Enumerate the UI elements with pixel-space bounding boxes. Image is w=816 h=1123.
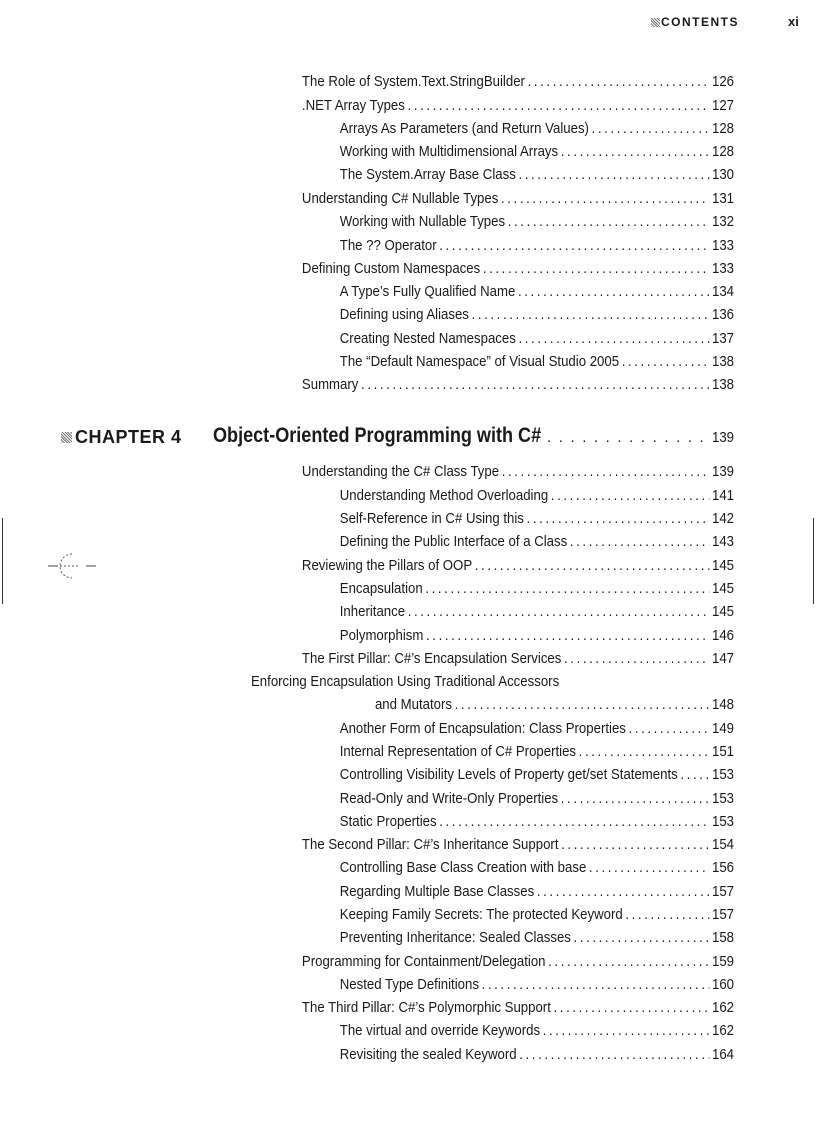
toc-entry[interactable] (302, 259, 734, 279)
toc-entry[interactable] (340, 486, 734, 506)
toc-entry-title: Inheritance (339, 603, 406, 620)
toc-entry[interactable] (340, 602, 734, 622)
toc-entry-title: Defining using Aliases (339, 306, 469, 323)
toc-entry[interactable] (302, 72, 734, 92)
toc-entry[interactable] (340, 509, 734, 529)
toc-entry-title: The First Pillar: C#’s Encapsulation Services (301, 650, 562, 667)
toc-entry-page: 145 (711, 580, 734, 597)
dot-leader (561, 789, 710, 809)
toc-entry-title: .NET Array Types (301, 97, 405, 114)
toc-entry[interactable] (302, 556, 734, 576)
toc-entry-page: 141 (711, 487, 734, 504)
toc-entry[interactable] (375, 695, 734, 715)
toc-entry-title: The Second Pillar: C#’s Inheritance Support (301, 836, 559, 853)
dot-leader (592, 119, 710, 139)
toc-entry[interactable] (340, 882, 734, 902)
toc-entry-page: 156 (711, 859, 734, 876)
dot-leader (543, 1021, 710, 1041)
dot-leader (455, 695, 710, 715)
toc-entry[interactable] (302, 462, 734, 482)
dot-leader (622, 352, 710, 372)
toc-entry-title: Summary (301, 376, 359, 393)
chapter-marker-icon (61, 432, 72, 443)
toc-entry-title: Internal Representation of C# Properties (339, 743, 577, 760)
toc-entry-page: 131 (711, 190, 734, 207)
toc-entry[interactable] (340, 742, 734, 762)
toc-entry-page: 133 (711, 237, 734, 254)
toc-entry-page: 130 (711, 166, 734, 183)
toc-entry-title: Reviewing the Pillars of OOP (301, 557, 473, 574)
toc-entry-page: 151 (711, 743, 734, 760)
dot-leader (547, 429, 706, 446)
toc-entry-title: The ?? Operator (339, 237, 437, 254)
toc-entry-title: Controlling Base Class Creation with base (339, 859, 587, 876)
toc-entry-page: 142 (711, 510, 734, 527)
toc-entry-page: 145 (711, 557, 734, 574)
toc-entry-page: 148 (711, 696, 734, 713)
toc-entry-page: 157 (711, 906, 734, 923)
dot-leader (680, 765, 709, 785)
dot-leader (629, 719, 710, 739)
toc-entry[interactable] (340, 236, 734, 256)
toc-entry[interactable] (302, 952, 734, 972)
chapter-label (61, 425, 182, 449)
toc-entry-page: 153 (711, 790, 734, 807)
toc-entry-title: Defining Custom Namespaces (301, 260, 481, 277)
dot-leader (439, 812, 709, 832)
dot-leader (472, 305, 710, 325)
toc-entry-page: 138 (711, 353, 734, 370)
toc-entry-page: 147 (711, 650, 734, 667)
toc-entry-title: Understanding C# Nullable Types (301, 190, 499, 207)
toc-entry-title: Understanding Method Overloading (339, 487, 549, 504)
dot-leader (554, 998, 710, 1018)
toc-entry[interactable] (302, 189, 734, 209)
toc-entry-title: Working with Nullable Types (339, 213, 506, 230)
toc-entry[interactable] (340, 626, 734, 646)
binding-edge-left (2, 518, 3, 604)
toc-entry-page: 134 (711, 283, 734, 300)
dot-leader (408, 96, 710, 116)
toc-entry-page: 139 (711, 463, 734, 480)
toc-entry-page: 159 (711, 953, 734, 970)
dot-leader (570, 532, 709, 552)
toc-entry-title: Defining the Public Interface of a Class (339, 533, 568, 550)
toc-entry[interactable] (340, 858, 734, 878)
dot-leader (518, 329, 709, 349)
toc-entry-page: 145 (711, 603, 734, 620)
toc-entry-page: 143 (711, 533, 734, 550)
toc-entry-title: Revisiting the sealed Keyword (339, 1046, 517, 1063)
toc-entry[interactable] (340, 142, 734, 162)
dot-leader (537, 882, 709, 902)
toc-entry-title: Understanding the C# Class Type (301, 463, 500, 480)
page-folio: xi (788, 14, 799, 29)
dot-leader (528, 72, 710, 92)
toc-entry-title: The virtual and override Keywords (339, 1022, 541, 1039)
dot-leader (425, 579, 709, 599)
toc-entry-page: 127 (711, 97, 734, 114)
toc-entry-title: and Mutators (374, 696, 453, 713)
toc-entry-page: 128 (711, 143, 734, 160)
toc-entry-page: 162 (711, 999, 734, 1016)
toc-entry[interactable] (340, 928, 734, 948)
toc-entry-title: The System.Array Base Class (339, 166, 516, 183)
toc-entry[interactable] (340, 305, 734, 325)
toc-entry-page: 146 (711, 627, 734, 644)
toc-entry-page: 160 (711, 976, 734, 993)
toc-entry[interactable] (340, 532, 734, 552)
dot-leader (508, 212, 710, 232)
toc-entry-title: Encapsulation (339, 580, 423, 597)
toc-entry-title: The Role of System.Text.StringBuilder (301, 73, 525, 90)
toc-entry[interactable] (340, 282, 734, 302)
dot-leader (589, 858, 709, 878)
toc-entry[interactable] (340, 119, 734, 139)
dot-leader (439, 236, 709, 256)
toc-entry[interactable] (340, 905, 734, 925)
toc-entry-page: 149 (711, 720, 734, 737)
dot-leader (483, 259, 709, 279)
dot-leader (361, 375, 709, 395)
toc-entry-title: Nested Type Definitions (339, 976, 479, 993)
toc-entry-title: Preventing Inheritance: Sealed Classes (339, 929, 571, 946)
dot-leader (408, 602, 710, 622)
toc-entry-title: Keeping Family Secrets: The protected Keyword (339, 906, 623, 923)
toc-entry[interactable] (340, 1021, 734, 1041)
toc-entry-page: 162 (711, 1022, 734, 1039)
dot-leader (564, 649, 709, 669)
toc-entry-title: Self-Reference in C# Using this (339, 510, 524, 527)
dot-leader (527, 509, 710, 529)
toc-entry[interactable] (302, 96, 734, 116)
toc-entry[interactable] (340, 212, 734, 232)
toc-entry[interactable] (302, 375, 734, 395)
toc-entry-page: 137 (711, 330, 734, 347)
dot-leader (561, 142, 710, 162)
toc-entry-page: 132 (711, 213, 734, 230)
dot-leader (518, 165, 709, 185)
dot-leader (579, 742, 710, 762)
chapter-title: Object-Oriented Programming with C# (213, 424, 542, 447)
toc-entry-page: 126 (711, 73, 734, 90)
chapter-number: CHAPTER 4 (75, 426, 182, 447)
dot-leader (475, 556, 710, 576)
toc-entry-title: Controlling Visibility Levels of Property get/set Statements (339, 766, 678, 783)
toc-entry[interactable] (302, 835, 734, 855)
toc-entry-title: Regarding Multiple Base Classes (339, 883, 535, 900)
toc-entry-page: 153 (711, 766, 734, 783)
toc-entry-title-continued[interactable]: Enforcing Encapsulation Using Traditional Accessors (251, 673, 560, 690)
toc-entry-page: 133 (711, 260, 734, 277)
toc-entry-title: Polymorphism (339, 627, 424, 644)
binding-edge-right (813, 518, 814, 604)
toc-entry[interactable] (302, 998, 734, 1018)
toc-entry-title: The “Default Namespace” of Visual Studio 2005 (339, 353, 620, 370)
toc-entry-title: Arrays As Parameters (and Return Values) (339, 120, 589, 137)
toc-entry[interactable] (340, 352, 734, 372)
registration-mark-icon (48, 552, 96, 580)
toc-entry-page: 138 (711, 376, 734, 393)
toc-entry-title: Static Properties (339, 813, 437, 830)
dot-leader (502, 462, 710, 482)
running-head (0, 14, 816, 34)
toc-entry-title: Programming for Containment/Delegation (301, 953, 546, 970)
toc-entry[interactable] (340, 329, 734, 349)
toc-entry-page: 153 (711, 813, 734, 830)
toc-entry-title: Read-Only and Write-Only Properties (339, 790, 559, 807)
dot-leader (519, 1045, 709, 1065)
toc-entry-title: Working with Multidimensional Arrays (339, 143, 559, 160)
toc-entry-page: 136 (711, 306, 734, 323)
dot-leader (574, 928, 710, 948)
toc-entry-page: 128 (711, 120, 734, 137)
dot-leader (561, 835, 709, 855)
toc-entry[interactable] (340, 975, 734, 995)
toc-entry[interactable] (340, 812, 734, 832)
dot-leader (551, 486, 710, 506)
toc-entry-page: 164 (711, 1046, 734, 1063)
toc-entry-title: A Type’s Fully Qualified Name (339, 283, 516, 300)
toc-entry[interactable] (340, 1045, 734, 1065)
toc-entry[interactable] (302, 649, 734, 669)
dot-leader (518, 282, 709, 302)
section-marker-icon (651, 18, 660, 27)
dot-leader (625, 905, 709, 925)
toc-entry-page: 157 (711, 883, 734, 900)
toc-entry-page: 154 (711, 836, 734, 853)
dot-leader (426, 626, 709, 646)
toc-entry[interactable] (340, 765, 734, 785)
dot-leader (482, 975, 710, 995)
toc-entry[interactable] (340, 789, 734, 809)
toc-entry-title: The Third Pillar: C#’s Polymorphic Support (301, 999, 551, 1016)
running-head-section: CONTENTS (661, 15, 739, 29)
toc-entry[interactable] (340, 579, 734, 599)
toc-entry-title: Another Form of Encapsulation: Class Properties (339, 720, 626, 737)
dot-leader (548, 952, 709, 972)
chapter-page: 139 (711, 429, 734, 446)
toc-entry[interactable] (340, 719, 734, 739)
chapter-entry[interactable] (213, 424, 734, 450)
dot-leader (501, 189, 709, 209)
toc-entry-title: Creating Nested Namespaces (339, 330, 516, 347)
toc-entry-page: 158 (711, 929, 734, 946)
toc-entry[interactable] (340, 165, 734, 185)
